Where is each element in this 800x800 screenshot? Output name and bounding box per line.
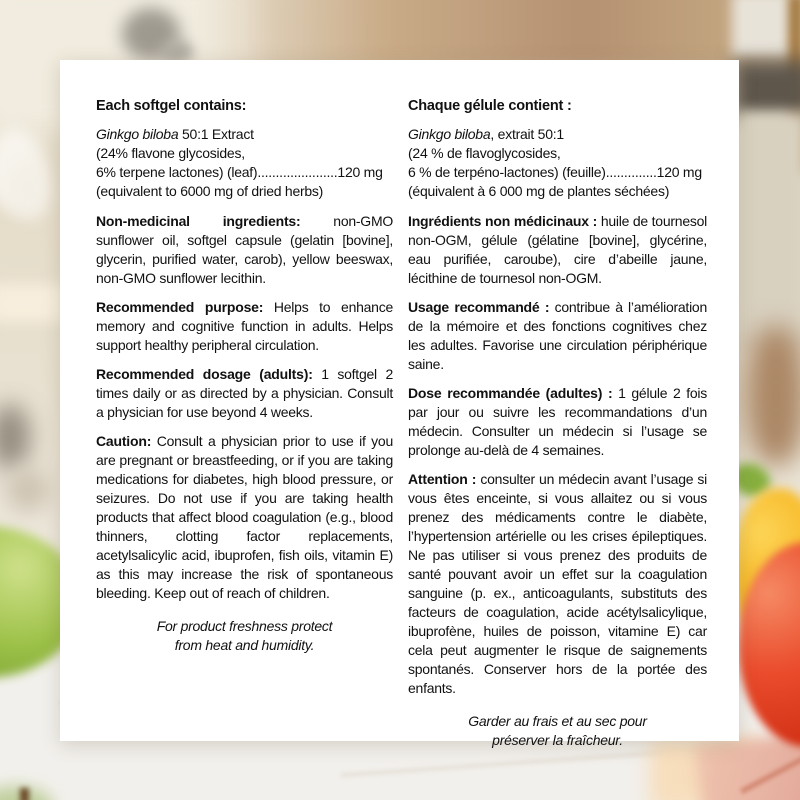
- caution-body-en: Consult a physician prior to use if you are pregnant or breastfeeding, or if you are taking medications for diabetes, high blood pressure, or seizures. Do not use if you are taking health products that affect blood coagulation (e.g., blood thinners, clotting factor replacements, acetylsalicylic acid, ibuprofen, fish oils, vitamin E) as this may increase the risk of spontaneous bleeding. Keep out of reach of children.: [96, 433, 393, 601]
- french-column: [408, 97, 707, 750]
- supplement-label-card: [60, 60, 739, 748]
- brown-object-blur: [746, 326, 800, 466]
- ingredient-dosage-line-en: 6% terpene lactones) (leaf)......................120 mg: [96, 164, 383, 180]
- freshness-note-en: For product freshness protect from heat and humidity.: [156, 618, 333, 653]
- dosage-body-fr: 1 gélule 2 fois par jour ou suivre les recommandations d’un médecin. Consulter un médecin si l’usage se prolonge au-delà de 4 semaines.: [408, 385, 707, 458]
- nonmedicinal-title-fr: Ingrédients non médicinaux :: [408, 213, 598, 229]
- nonmedicinal-body-fr: huile de tournesol non-OGM, gélule (gélatine [bovine], glycérine, eau purifiée, caroube), cire d’abeille jaune, lécithine de tournesol non-OGM.: [408, 213, 707, 286]
- ingredient-dosage-line-fr: 6 % de terpéno-lactones) (feuille)..............120 mg: [408, 164, 702, 180]
- khaki-wall-strip: [737, 112, 800, 352]
- ingredient-line2-fr: (24 % de flavoglycosides,: [408, 145, 561, 161]
- cream-shelf-band: [0, 284, 66, 322]
- caution-paragraph-en: [96, 432, 393, 603]
- dosage-title-fr: Dose recommandée (adultes) :: [408, 385, 613, 401]
- purpose-title-en: Recommended purpose:: [96, 299, 264, 315]
- latin-name-fr: Ginkgo biloba: [408, 126, 491, 142]
- nonmedicinal-body-en: non-GMO sunflower oil, softgel capsule (gelatin [bovine], glycerin, purified water, carob), yellow beeswax, non-GMO sunflower lecithin.: [96, 213, 393, 286]
- nonmedicinal-title-en: Non-medicinal ingredients:: [96, 213, 301, 229]
- gray-smudge: [0, 404, 30, 470]
- nonmedicinal-paragraph-fr: [408, 212, 707, 288]
- purpose-title-fr: Usage recommandé :: [408, 299, 550, 315]
- purpose-paragraph-fr: [408, 298, 707, 374]
- freshness-note-fr: Garder au frais et au sec pour préserver la fraîcheur.: [468, 713, 647, 748]
- ingredient-line2-en: (24% flavone glycosides,: [96, 145, 245, 161]
- caution-title-en: Caution:: [96, 433, 152, 449]
- dosage-paragraph-fr: [408, 384, 707, 460]
- ingredient-equivalent-en: (equivalent to 6000 mg of dried herbs): [96, 183, 324, 199]
- ingredient-line1-en: 50:1 Extract: [178, 126, 254, 142]
- white-mug-small-blur: [6, 162, 52, 220]
- dosage-title-en: Recommended dosage (adults):: [96, 366, 313, 382]
- dark-shelf-band: [733, 60, 800, 118]
- dosage-body-en: 1 softgel 2 times daily or as directed by a physician. Consult a physician for use beyond 4 weeks.: [96, 366, 394, 420]
- ingredient-equivalent-fr: (équivalent à 6 000 mg de plantes séchées): [408, 183, 670, 199]
- nonmedicinal-paragraph-en: [96, 212, 393, 288]
- label-columns: [60, 60, 739, 750]
- light-smudge: [6, 468, 50, 512]
- latin-name-en: Ginkgo biloba: [96, 126, 179, 142]
- caution-body-fr: consulter un médecin avant l’usage si vous êtes enceinte, si vous allaitez ou si vous prenez des médicaments contre le diabète, l’hypertension artérielle ou les crises épileptiques. Ne pas utiliser si vous prenez des produits de santé pouvant avoir un effet sur la coagulation sanguine (p. ex., anticoagulants, substituts des facteurs de coagulation, acide acétylsalicylique, ibuprofène, huiles de poisson, vitamine E) car cela peut augmenter le risque de saignements spontanés. Conserver hors de la portée des enfants.: [408, 471, 708, 696]
- purpose-body-en: Helps to enhance memory and cognitive function in adults. Helps support healthy peripheral circulation.: [96, 299, 393, 353]
- purpose-body-fr: contribue à l’amélioration de la mémoire et des fonctions cognitives chez les adultes. Favorise une circulation périphérique saine.: [408, 299, 707, 372]
- ingredient-block-en: [96, 125, 393, 201]
- apple-stem-image: [20, 788, 29, 800]
- english-column: [96, 97, 393, 750]
- ingredient-line1-fr: , extrait 50:1: [490, 126, 564, 142]
- caution-title-fr: Attention :: [408, 471, 477, 487]
- medicinal-heading-en: Each softgel contains:: [96, 98, 247, 114]
- dosage-paragraph-en: [96, 365, 393, 422]
- caution-paragraph-fr: [408, 470, 707, 698]
- medicinal-heading-fr: Chaque gélule contient :: [408, 98, 572, 114]
- purpose-paragraph-en: [96, 298, 393, 355]
- ingredient-block-fr: [408, 125, 707, 201]
